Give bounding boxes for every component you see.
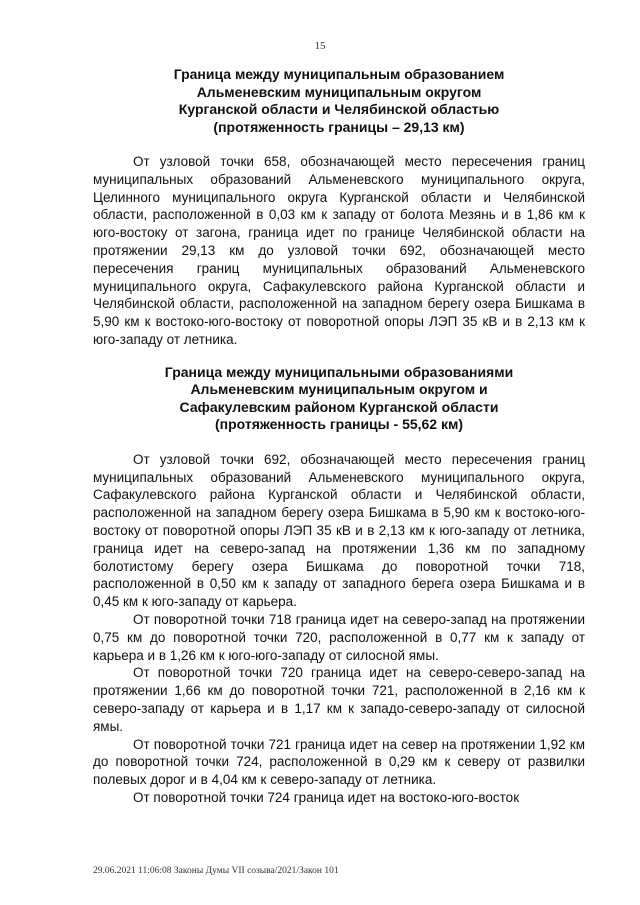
body-paragraph: От узловой точки 658, обозначающей место пересечения границ муниципальных образований Альменевского муниципального округа, Целинного муниципального округа Курганской области и Челябинской области, расположенной в 0,03 км к западу от болота Мезянь и в 1,86 км к юго-востоку от загона, граница идет по границе Челябинской области на протяжении 29,13 км до узловой точки 692, обозначающей место пересечения границ муниципальных образований Альменевского муниципального округа, Сафакулевского района Курганской области и Челябинской области, расположенной на западном берегу озера Бишкама в 5,90 км к востоко-юго-востоку от поворотной опоры ЛЭП 35 кВ и в 2,13 км к юго-западу от летника. xyxy=(93,154,585,347)
section-boundary-chelyabinsk xyxy=(93,66,585,349)
section-heading xyxy=(93,364,585,434)
heading-line: Альменевским муниципальным округом xyxy=(196,83,482,100)
body-paragraph: От поворотной точки 718 граница идет на северо-запад на протяжении 0,75 км до поворотной точки 720, расположенной в 0,77 км к западу от карьера и в 1,26 км к юго-юго-западу от силосной ямы. xyxy=(93,611,585,663)
section-boundary-safakulevsky xyxy=(93,364,585,807)
heading-line: Сафакулевским районом Курганской области xyxy=(179,398,499,415)
section-heading xyxy=(93,66,585,136)
body-paragraph: От поворотной точки 721 граница идет на север на протяжении 1,92 км до поворотной точки 724, расположенной в 0,29 км к северу от развилки полевых дорог и в 4,04 км к северо-западу от летника. xyxy=(93,736,585,788)
document-footer: 29.06.2021 11:06:08 Законы Думы VII созыва/2021/Закон 101 xyxy=(93,866,339,876)
page-number: 15 xyxy=(314,40,326,52)
heading-line: Граница между муниципальным образованием xyxy=(173,66,505,82)
body-paragraph: От поворотной точки 720 граница идет на северо-северо-запад на протяжении 1,66 км до поворотной точки 721, расположенной в 2,16 км к северо-западу от карьера и в 1,17 км к западо-северо-западу от силосной ямы. xyxy=(93,665,585,734)
body-paragraph: От поворотной точки 724 граница идет на востоко-юго-восток xyxy=(133,789,520,805)
heading-line: (протяженность границы - 55,62 км) xyxy=(214,416,464,433)
body-paragraph: От узловой точки 692, обозначающей место пересечения границ муниципальных образований Альменевского муниципального округа, Сафакулевского района Курганской области и Челябинской области, расположенной на западном берегу озера Бишкама в 5,90 км к востоко-юго-востоку от поворотной опоры ЛЭП 35 кВ и в 2,13 км к юго-западу от летника, граница идет на северо-запад на протяжении 1,36 км по западному болотистому берегу озера Бишкама до поворотной точки 718, расположенной в 0,50 км к западу от западного берега озера Бишкама и в 0,45 км к юго-западу от карьера. xyxy=(93,451,585,610)
document-body xyxy=(93,66,585,807)
heading-line: (протяженность границы – 29,13 км) xyxy=(213,118,465,135)
heading-line: Альменевским муниципальным округом и xyxy=(190,381,488,398)
heading-line: Граница между муниципальными образованиями xyxy=(164,363,514,380)
heading-line: Курганской области и Челябинской областью xyxy=(178,101,500,117)
